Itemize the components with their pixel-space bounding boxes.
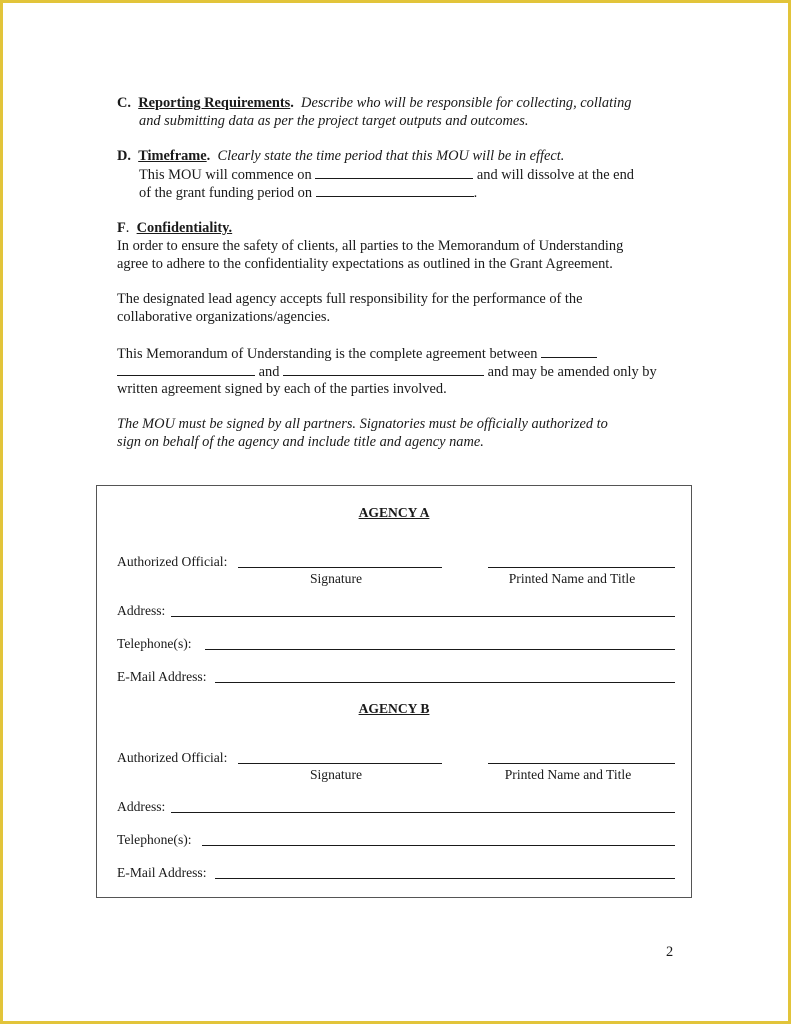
section-c-letter: C. [117, 95, 131, 111]
funding-end-date-blank[interactable] [316, 183, 474, 197]
dissolve-label: and will dissolve at the end [476, 167, 634, 183]
section-c-heading: Reporting Requirements [138, 95, 291, 111]
section-d-heading: Timeframe [138, 148, 207, 164]
agency-a-address-label: Address: [117, 603, 166, 618]
agency-b-telephone-line[interactable] [202, 845, 675, 846]
page-number: 2 [666, 944, 674, 960]
section-c-description: Describe who will be responsible for collecting, collating [301, 95, 632, 111]
funding-period-label: of the grant funding period on [139, 185, 313, 201]
section-d-line1 [117, 147, 564, 165]
section-f-sep: . [125, 220, 130, 236]
agency-b-title: AGENCY B [358, 701, 430, 716]
agency-a-email-line[interactable] [215, 682, 675, 683]
section-d-heading-period: . [206, 148, 211, 164]
complete-agreement-line3: written agreement signed by each of the parties involved. [117, 381, 447, 397]
commence-label: This MOU will commence on [139, 167, 312, 183]
party-two-blank[interactable] [283, 362, 484, 376]
agency-a-signature-caption: Signature [309, 571, 363, 586]
section-f-letter: F [117, 220, 126, 236]
agency-a-printed-caption: Printed Name and Title [508, 571, 636, 586]
amended-text: and may be amended only by [487, 364, 657, 380]
lead-agency-line2: collaborative organizations/agencies. [117, 309, 331, 325]
agency-b-address-label: Address: [117, 799, 166, 814]
agency-a-address-line[interactable] [171, 616, 675, 617]
section-f-heading-line [117, 219, 232, 237]
funding-period-end: . [473, 185, 478, 201]
section-d-line3 [139, 183, 477, 202]
and-text: and [258, 364, 280, 380]
section-d-line2 [139, 165, 634, 184]
section-c-heading-period: . [290, 95, 294, 111]
agency-b-email-label: E-Mail Address: [117, 865, 207, 880]
confidentiality-line2: agree to adhere to the confidentiality expectations as outlined in the Grant Agreement. [117, 256, 613, 272]
complete-agreement-line1 [117, 344, 597, 363]
agency-b-signature-caption: Signature [309, 767, 363, 782]
party-one-blank[interactable] [541, 344, 597, 358]
commence-date-blank[interactable] [315, 165, 473, 179]
section-c-line1 [117, 94, 631, 112]
agency-b-authorized-label: Authorized Official: [117, 750, 228, 765]
agency-a-signature-line[interactable] [238, 567, 442, 568]
complete-agreement-text: This Memorandum of Understanding is the complete agreement between [117, 346, 538, 362]
agency-b-telephone-label: Telephone(s): [117, 832, 192, 847]
agency-a-telephone-line[interactable] [205, 649, 675, 650]
section-d-letter: D. [117, 148, 131, 164]
agency-a-authorized-label: Authorized Official: [117, 554, 228, 569]
complete-agreement-line2 [117, 362, 657, 381]
agency-a-title: AGENCY A [358, 505, 430, 520]
agency-b-printed-name-line[interactable] [488, 763, 675, 764]
section-f-heading: Confidentiality. [136, 220, 233, 236]
agency-b-email-line[interactable] [215, 878, 675, 879]
agency-b-printed-caption: Printed Name and Title [504, 767, 632, 782]
agency-a-email-label: E-Mail Address: [117, 669, 207, 684]
signing-note-line2: sign on behalf of the agency and include title and agency name. [117, 434, 484, 450]
agency-a-printed-name-line[interactable] [488, 567, 675, 568]
party-one-continued-blank[interactable] [117, 362, 255, 376]
agency-b-signature-line[interactable] [238, 763, 442, 764]
confidentiality-line1: In order to ensure the safety of clients, all parties to the Memorandum of Understanding [117, 238, 624, 254]
signing-note-line1: The MOU must be signed by all partners. Signatories must be officially authorized to [117, 416, 608, 432]
agency-b-address-line[interactable] [171, 812, 675, 813]
agency-a-telephone-label: Telephone(s): [117, 636, 192, 651]
lead-agency-line1: The designated lead agency accepts full responsibility for the performance of the [117, 291, 583, 307]
section-d-description: Clearly state the time period that this MOU will be in effect. [217, 148, 565, 164]
section-c-description-line2: and submitting data as per the project target outputs and outcomes. [139, 113, 529, 129]
